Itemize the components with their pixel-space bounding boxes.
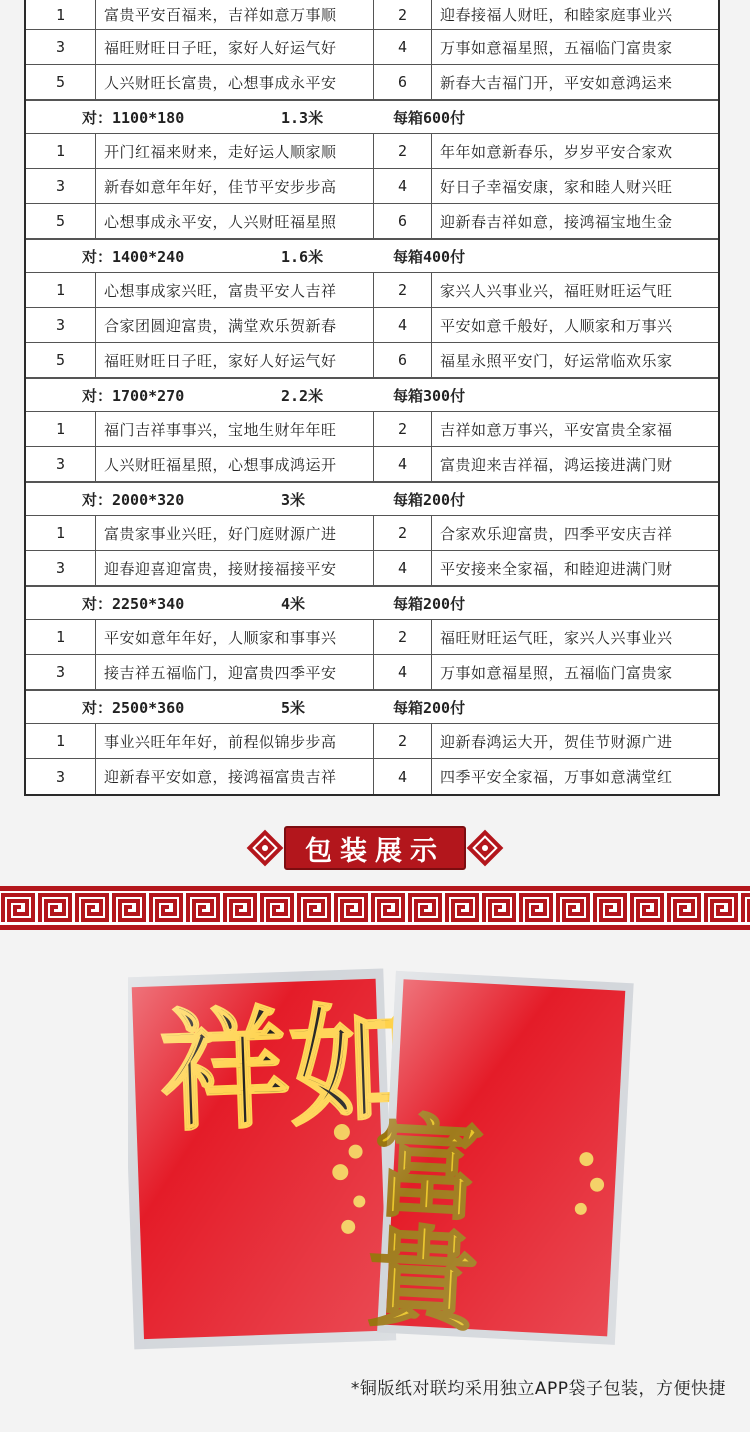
row-number: 3 [26, 169, 96, 203]
box-quantity-label: 每箱200付 [393, 698, 466, 717]
couplet-text: 迎春接福人财旺，和睦家庭事业兴 [440, 6, 673, 24]
row-number: 2 [374, 516, 432, 550]
table-row [26, 343, 718, 378]
row-number: 4 [374, 30, 432, 64]
table-row [26, 134, 718, 169]
size-group-header [26, 690, 718, 724]
couplet-text: 接吉祥五福临门，迎富贵四季平安 [96, 655, 374, 689]
row-number: 1 [26, 273, 96, 307]
length-label: 3米 [281, 490, 306, 509]
couplet-text: 人兴财旺长富贵，心想事成永平安 [96, 65, 374, 99]
size-label: 对：1100*180 [82, 108, 185, 127]
size-group-header [26, 482, 718, 516]
row-number: 3 [26, 655, 96, 689]
couplet-text: 新春如意年年好，佳节平安步步高 [96, 169, 374, 203]
size-group-header [26, 239, 718, 273]
couplet-text: 合家团圆迎富贵，满堂欢乐贺新春 [96, 308, 374, 342]
row-number: 4 [374, 308, 432, 342]
table-row [26, 551, 718, 586]
couplet-text: 吉祥如意万事兴，平安富贵全家福 [440, 420, 673, 439]
table-row [26, 412, 718, 447]
row-number: 3 [26, 30, 96, 64]
couplet-text: 合家欢乐迎富贵，四季平安庆吉祥 [440, 524, 673, 543]
row-number: 3 [26, 447, 96, 481]
row-number: 1 [26, 516, 96, 550]
box-quantity-label: 每箱200付 [393, 490, 466, 509]
couplet-text: 新春大吉福门开，平安如意鸿运来 [440, 73, 673, 92]
couplet-text: 家兴人兴事业兴，福旺财旺运气旺 [440, 281, 673, 300]
meander-border-divider [0, 886, 750, 930]
couplet-text: 迎新春鸿运大开，贺佳节财源广进 [440, 732, 673, 751]
row-number: 4 [374, 551, 432, 585]
table-row [26, 308, 718, 343]
size-group-header [26, 100, 718, 134]
box-quantity-label: 每箱400付 [393, 247, 466, 266]
box-quantity-label: 每箱200付 [393, 594, 466, 613]
row-number: 6 [374, 343, 432, 377]
couplet-text: 富贵家事业兴旺，好门庭财源广进 [96, 516, 374, 550]
couplet-text: 心想事成家兴旺，富贵平安人吉祥 [96, 273, 374, 307]
row-number: 4 [374, 447, 432, 481]
couplet-text: 开门红福来财来，走好运人顺家顺 [96, 134, 374, 168]
table-row [26, 65, 718, 100]
row-number: 3 [26, 308, 96, 342]
length-label: 2.2米 [281, 386, 324, 405]
couplet-text: 万事如意福星照，五福临门富贵家 [440, 38, 673, 57]
couplet-text: 万事如意福星照，五福临门富贵家 [440, 663, 673, 682]
row-number: 1 [26, 0, 96, 29]
knot-ornament-icon [466, 829, 504, 867]
size-group-header [26, 586, 718, 620]
table-row [26, 0, 718, 30]
couplet-text: 富贵平安百福来，吉祥如意万事顺 [96, 0, 374, 29]
row-number: 5 [26, 204, 96, 238]
table-row [26, 447, 718, 482]
table-row [26, 759, 718, 794]
section-title-text: 包装展示 [284, 826, 466, 870]
couplet-text: 年年如意新春乐，岁岁平安合家欢 [440, 142, 673, 161]
table-row [26, 169, 718, 204]
packaging-caption: *铜版纸对联均采用独立APP袋子包装，方便快捷 [350, 1379, 726, 1399]
couplet-text: 富贵迎来吉祥福，鸿运接进满门财 [440, 455, 673, 474]
couplet-text: 平安如意年年好，人顺家和事事兴 [96, 620, 374, 654]
product-packaging-photo [128, 965, 638, 1365]
knot-ornament-icon [246, 829, 284, 867]
box-quantity-label: 每箱600付 [393, 108, 466, 127]
row-number: 5 [26, 65, 96, 99]
couplet-text: 迎新春平安如意，接鸿福富贵吉祥 [96, 759, 374, 794]
size-label: 对：1400*240 [82, 247, 185, 266]
couplet-text: 福门吉祥事事兴，宝地生财年年旺 [96, 412, 374, 446]
length-label: 1.6米 [281, 247, 324, 266]
length-label: 5米 [281, 698, 306, 717]
couplet-text: 福旺财旺日子旺，家好人好运气好 [96, 30, 374, 64]
row-number: 1 [26, 412, 96, 446]
couplet-text: 事业兴旺年年好，前程似锦步步高 [96, 724, 374, 758]
length-label: 4米 [281, 594, 306, 613]
couplet-text: 迎新春吉祥如意，接鸿福宝地生金 [440, 212, 673, 231]
couplet-text: 四季平安全家福，万事如意满堂红 [440, 768, 673, 786]
row-number: 2 [374, 412, 432, 446]
spec-table [24, 0, 720, 796]
row-number: 4 [374, 169, 432, 203]
row-number: 1 [26, 134, 96, 168]
table-row [26, 516, 718, 551]
size-label: 对：2000*320 [82, 490, 185, 509]
table-row [26, 273, 718, 308]
couplet-text: 福星永照平安门，好运常临欢乐家 [440, 351, 673, 370]
table-row [26, 620, 718, 655]
couplet-text: 福旺财旺运气旺，家兴人兴事业兴 [440, 628, 673, 647]
couplet-text: 平安接来全家福，和睦迎进满门财 [440, 559, 673, 578]
row-number: 3 [26, 551, 96, 585]
section-title-packaging [246, 823, 504, 873]
row-number: 6 [374, 204, 432, 238]
table-row [26, 724, 718, 759]
table-row [26, 655, 718, 690]
couplet-text: 好日子幸福安康，家和睦人财兴旺 [440, 177, 673, 196]
row-number: 1 [26, 620, 96, 654]
row-number: 2 [374, 0, 432, 29]
row-number: 6 [374, 65, 432, 99]
couplet-text: 迎春迎喜迎富贵，接财接福接平安 [96, 551, 374, 585]
couplet-text: 福旺财旺日子旺，家好人好运气好 [96, 343, 374, 377]
table-row [26, 30, 718, 65]
row-number: 1 [26, 724, 96, 758]
size-label: 对：2250*340 [82, 594, 185, 613]
couplet-text: 心想事成永平安，人兴财旺福星照 [96, 204, 374, 238]
couplet-text: 人兴财旺福星照，心想事成鸿运开 [96, 447, 374, 481]
box-quantity-label: 每箱300付 [393, 386, 466, 405]
length-label: 1.3米 [281, 108, 324, 127]
row-number: 3 [26, 759, 96, 794]
table-row [26, 204, 718, 239]
row-number: 2 [374, 134, 432, 168]
row-number: 4 [374, 759, 432, 794]
size-label: 对：1700*270 [82, 386, 185, 405]
size-label: 对：2500*360 [82, 698, 185, 717]
couplet-text: 平安如意千般好，人顺家和万事兴 [440, 316, 673, 335]
row-number: 4 [374, 655, 432, 689]
row-number: 2 [374, 620, 432, 654]
size-group-header [26, 378, 718, 412]
row-number: 2 [374, 273, 432, 307]
row-number: 2 [374, 724, 432, 758]
row-number: 5 [26, 343, 96, 377]
